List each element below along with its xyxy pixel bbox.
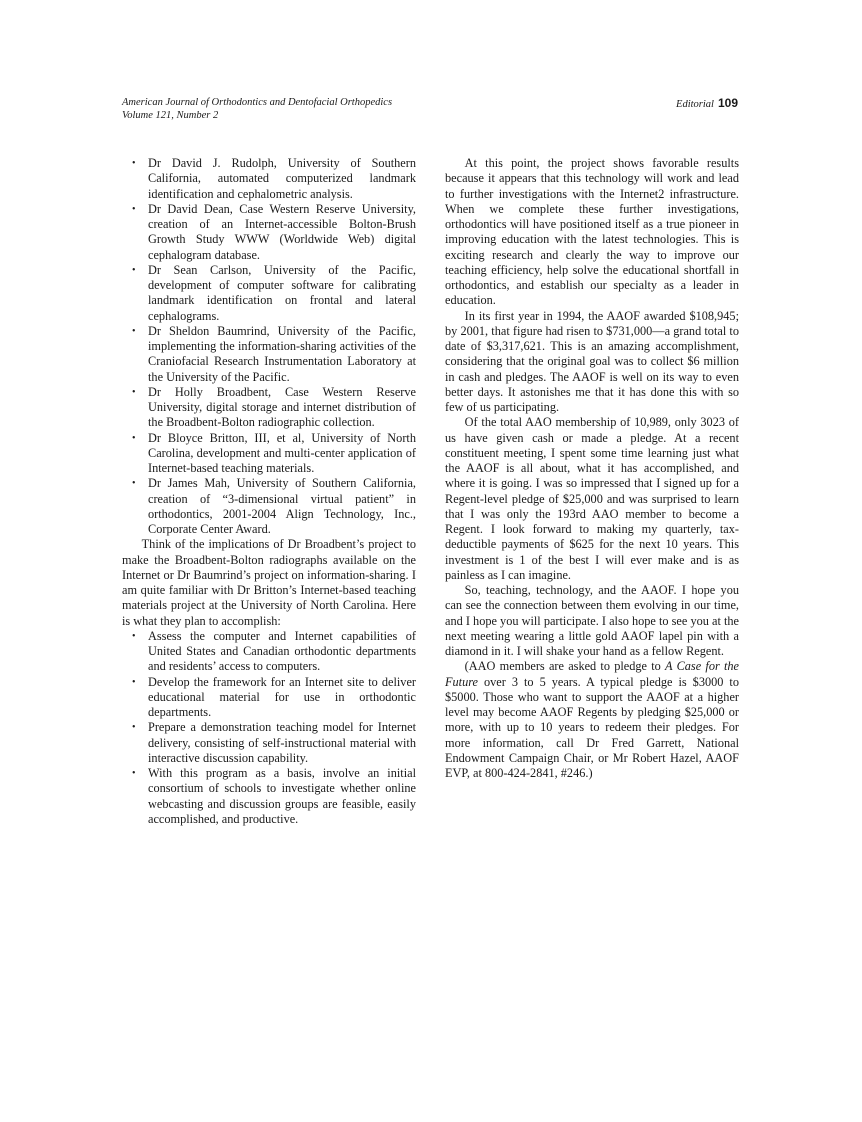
closing-note bbox=[445, 659, 739, 781]
list-item: • Dr David Dean, Case Western Reserve University, creation of an Internet-accessible Bolton-Brush Growth Study WWW (Worldwide Web) digital cephalogram database. bbox=[122, 202, 416, 263]
list-item: • Assess the computer and Internet capabilities of United States and Canadian orthodontic departments and residents’ access to computers. bbox=[122, 629, 416, 675]
researcher-list bbox=[122, 156, 416, 537]
journal-title: American Journal of Orthodontics and Dentofacial Orthopedics bbox=[122, 97, 393, 108]
campaign-title: A Case for the Future bbox=[445, 659, 740, 689]
paragraph: Think of the implications of Dr Broadbent’s project to make the Broadbent-Bolton radiographs available on the Internet or Dr Baumrind’s project on information-sharing. I am quite familiar with Dr Britton’s Internet-based teaching materials project at the University of North Carolina. Here is what they plan to accomplish: bbox=[122, 537, 416, 628]
list-item: • Dr David J. Rudolph, University of Southern California, automated computerized landmark identification and cephalometric analysis. bbox=[122, 156, 416, 202]
closing-note-end: over 3 to 5 years. A typical pledge is $3000 to $5000. Those who want to support the AAOF at a higher level may become AAOF Regents by pledging $25,000 or more, with up to 10 years to redeem their pledges. For more information, call Dr Fred Garrett, National Endowment Campaign Chair, or Mr Robert Hazel, AAOF EVP, at 800-424-2841, #246.) bbox=[445, 674, 739, 780]
list-item: • Prepare a demonstration teaching model for Internet delivery, consisting of self-instructional material with interactive discussion capability. bbox=[122, 720, 416, 766]
paragraph: Of the total AAO membership of 10,989, only 3023 of us have given cash or made a pledge. At a recent constituent meeting, I spent some time learning just what the AAOF is all about, what it has accomplished, and where it is going. I was so impressed that I signed up for a Regent-level pledge of $25,000 and was surprised to learn that I was only the 193rd AAO member to become a Regent. I look forward to making my quarterly, tax-deductible payments of $625 for the next 10 years. This investment is 1 of the best I will ever make and is as painless as I can imagine. bbox=[445, 415, 739, 582]
list-item: • Dr Bloyce Britton, III, et al, University of North Carolina, development and multi-center application of Internet-based teaching materials. bbox=[122, 431, 416, 477]
list-item: • Develop the framework for an Internet site to deliver educational material for use in orthodontic departments. bbox=[122, 675, 416, 721]
list-item: • Dr Holly Broadbent, Case Western Reserve University, digital storage and internet distribution of the Broadbent-Bolton radiographic collection. bbox=[122, 385, 416, 431]
list-item: • Dr Sheldon Baumrind, University of the Pacific, implementing the information-sharing activities of the Craniofacial Research Instrumentation Laboratory at the University of the Pacific. bbox=[122, 324, 416, 385]
right-column bbox=[445, 156, 739, 781]
goals-list bbox=[122, 629, 416, 827]
section-label: Editorial bbox=[676, 99, 714, 110]
paragraph: In its first year in 1994, the AAOF awarded $108,945; by 2001, that figure had risen to $731,000—a grand total to date of $3,317,621. This is an amazing accomplishment, considering that the original goal was to collect $6 million in cash and pledges. The AAOF is well on its way to even better days. It astonishes me that it has done this with so few of us participating. bbox=[445, 308, 739, 414]
volume-issue: Volume 121, Number 2 bbox=[122, 110, 219, 121]
list-item: • With this program as a basis, involve an initial consortium of schools to investigate whether online webcasting and discussion groups are feasible, easily accomplished, and productive. bbox=[122, 766, 416, 827]
left-column bbox=[122, 156, 416, 827]
list-item: • Dr Sean Carlson, University of the Pacific, development of computer software for calibrating landmark identification on frontal and lateral cephalograms. bbox=[122, 263, 416, 324]
closing-note-start: (AAO members are asked to pledge to bbox=[464, 659, 666, 674]
page-number: 109 bbox=[717, 96, 738, 110]
journal-info bbox=[122, 96, 738, 122]
paragraph: At this point, the project shows favorable results because it appears that this technology will work and lead to further investigations with the Internet2 infrastructure. When we complete these further investigations, orthodontics will have positioned itself as a true pioneer in improving education with the latest technologies. This is exciting research and clearly the way to improve our teaching efficiency, help solve the educational shortfall in orthodontics, and establish our specialty as a leader in education. bbox=[445, 156, 739, 308]
paragraph: So, teaching, technology, and the AAOF. I hope you can see the connection between them evolving in our time, and I hope you will participate. I also hope to see you at the next meeting wearing a little gold AAOF lapel pin with a diamond in it. I will shake your hand as a fellow Regent. bbox=[445, 583, 739, 658]
folio bbox=[676, 96, 738, 110]
running-header bbox=[122, 96, 738, 122]
list-item: • Dr James Mah, University of Southern California, creation of “3-dimensional virtual patient” in orthodontics, 2001-2004 Align Technology, Inc., Corporate Center Award. bbox=[122, 476, 416, 537]
